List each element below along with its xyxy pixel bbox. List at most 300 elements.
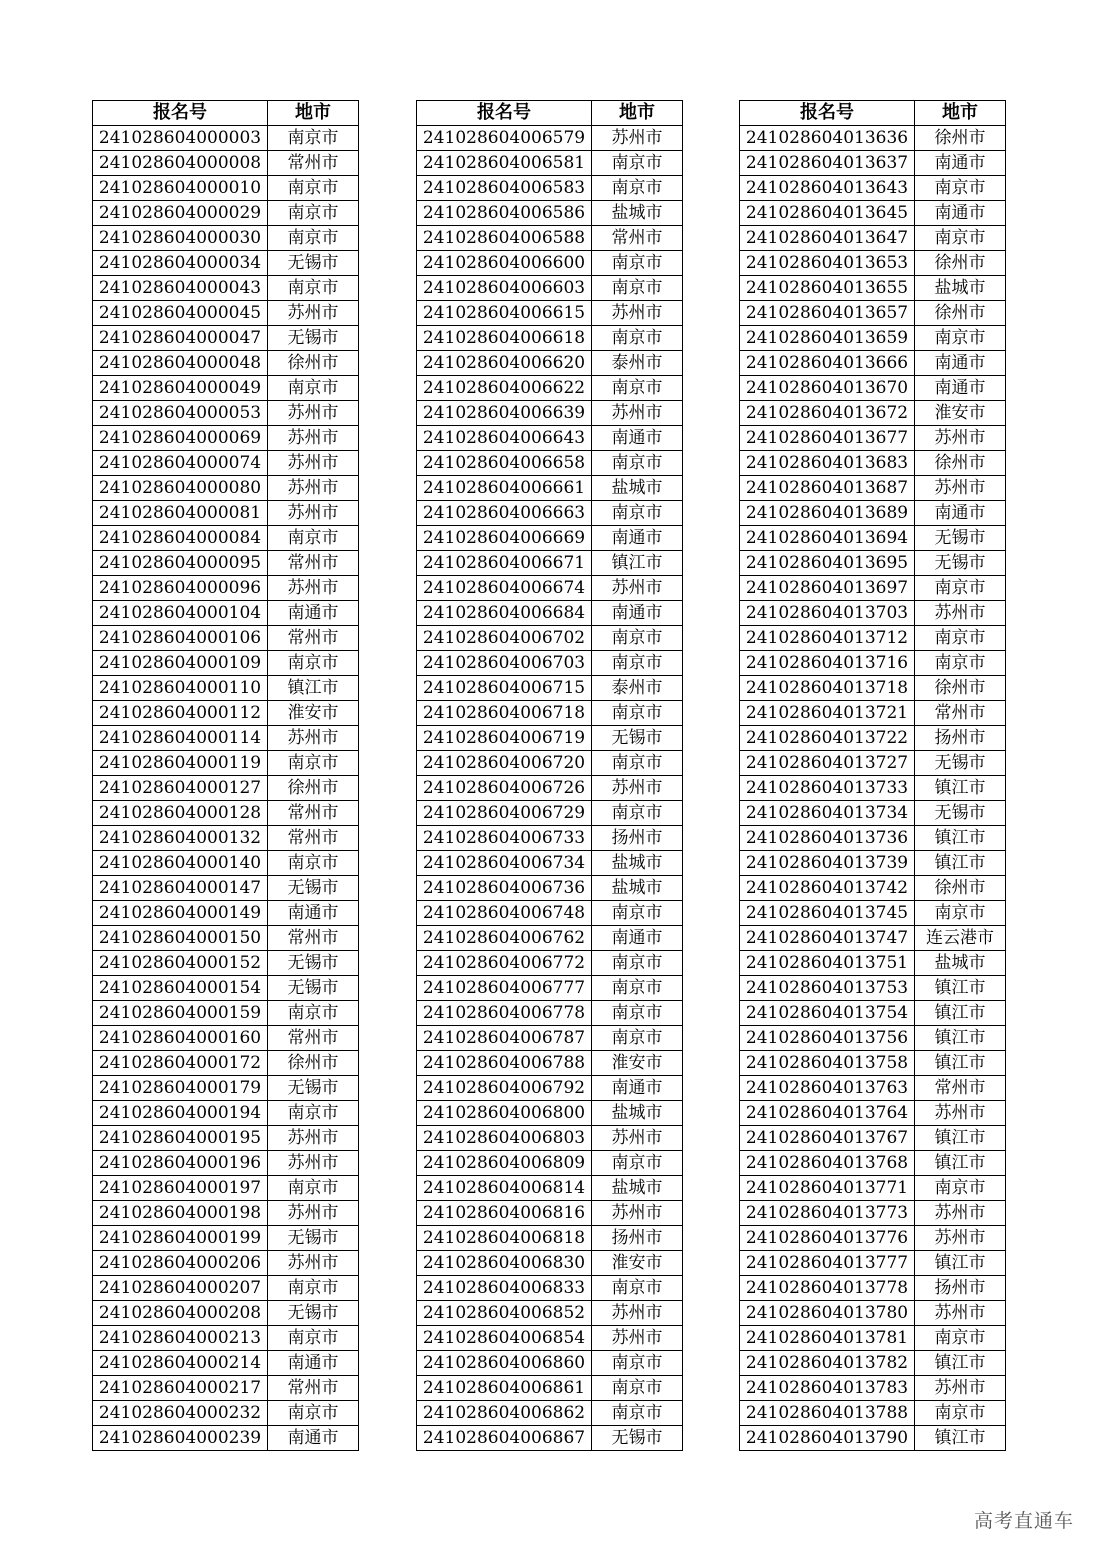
table-row xyxy=(740,1326,1006,1351)
city-cell: 苏州市 xyxy=(268,1151,359,1176)
table-row xyxy=(740,1051,1006,1076)
registration-number-cell: 241028604013689 xyxy=(740,501,915,526)
city-cell: 南京市 xyxy=(268,226,359,251)
city-cell: 徐州市 xyxy=(915,251,1006,276)
table-row xyxy=(417,876,683,901)
registration-number-cell: 241028604006581 xyxy=(417,151,592,176)
registration-number-cell: 241028604000140 xyxy=(93,851,268,876)
registration-number-cell: 241028604013733 xyxy=(740,776,915,801)
table-row xyxy=(417,151,683,176)
city-cell: 南通市 xyxy=(915,501,1006,526)
city-cell: 苏州市 xyxy=(915,476,1006,501)
city-cell: 南通市 xyxy=(592,926,683,951)
registration-number-cell: 241028604013666 xyxy=(740,351,915,376)
registration-number-cell: 241028604000112 xyxy=(93,701,268,726)
city-cell: 苏州市 xyxy=(592,301,683,326)
city-cell: 盐城市 xyxy=(592,1101,683,1126)
table-row xyxy=(417,1026,683,1051)
table-row xyxy=(417,1176,683,1201)
city-cell: 南京市 xyxy=(592,626,683,651)
table-row xyxy=(417,1226,683,1251)
table-row xyxy=(93,976,359,1001)
table-row xyxy=(740,1401,1006,1426)
registration-number-cell: 241028604006854 xyxy=(417,1326,592,1351)
table-row xyxy=(417,426,683,451)
city-cell: 苏州市 xyxy=(268,476,359,501)
city-cell: 镇江市 xyxy=(915,1001,1006,1026)
header-city: 地市 xyxy=(592,101,683,126)
table-row xyxy=(417,326,683,351)
city-cell: 苏州市 xyxy=(268,501,359,526)
city-cell: 无锡市 xyxy=(915,526,1006,551)
city-cell: 南京市 xyxy=(268,376,359,401)
registration-number-cell: 241028604000069 xyxy=(93,426,268,451)
city-cell: 无锡市 xyxy=(268,976,359,1001)
city-cell: 南京市 xyxy=(592,901,683,926)
registration-number-cell: 241028604013773 xyxy=(740,1201,915,1226)
city-cell: 南京市 xyxy=(592,1376,683,1401)
registration-number-cell: 241028604006684 xyxy=(417,601,592,626)
table-row xyxy=(417,1126,683,1151)
city-cell: 苏州市 xyxy=(268,1251,359,1276)
city-cell: 南京市 xyxy=(592,976,683,1001)
city-cell: 镇江市 xyxy=(915,1051,1006,1076)
city-cell: 无锡市 xyxy=(268,1301,359,1326)
registration-number-cell: 241028604000119 xyxy=(93,751,268,776)
city-cell: 南通市 xyxy=(592,526,683,551)
registration-number-cell: 241028604006860 xyxy=(417,1351,592,1376)
table-row xyxy=(417,176,683,201)
table-row xyxy=(417,776,683,801)
city-cell: 镇江市 xyxy=(915,1026,1006,1051)
table-row xyxy=(417,826,683,851)
city-cell: 南京市 xyxy=(915,626,1006,651)
table-row xyxy=(740,801,1006,826)
table-row xyxy=(93,926,359,951)
registration-number-cell: 241028604006772 xyxy=(417,951,592,976)
city-cell: 无锡市 xyxy=(268,951,359,976)
table-header-row xyxy=(740,101,1006,126)
table-row xyxy=(417,576,683,601)
registration-number-cell: 241028604013655 xyxy=(740,276,915,301)
table-row xyxy=(740,276,1006,301)
table-row xyxy=(740,151,1006,176)
registration-number-cell: 241028604000150 xyxy=(93,926,268,951)
table-row xyxy=(740,701,1006,726)
table-row xyxy=(417,926,683,951)
table-row xyxy=(93,826,359,851)
table-row xyxy=(93,226,359,251)
registration-number-cell: 241028604006736 xyxy=(417,876,592,901)
city-cell: 南京市 xyxy=(915,226,1006,251)
city-cell: 无锡市 xyxy=(592,726,683,751)
registration-number-cell: 241028604013645 xyxy=(740,201,915,226)
registration-number-cell: 241028604013751 xyxy=(740,951,915,976)
registration-number-cell: 241028604013767 xyxy=(740,1126,915,1151)
registration-number-cell: 241028604013758 xyxy=(740,1051,915,1076)
registration-number-cell: 241028604013703 xyxy=(740,601,915,626)
registration-number-cell: 241028604000239 xyxy=(93,1426,268,1451)
table-row xyxy=(740,251,1006,276)
registration-number-cell: 241028604000159 xyxy=(93,1001,268,1026)
city-cell: 镇江市 xyxy=(268,676,359,701)
city-cell: 南京市 xyxy=(268,176,359,201)
table-row xyxy=(93,276,359,301)
table-row xyxy=(417,351,683,376)
city-cell: 南通市 xyxy=(268,1351,359,1376)
registration-number-cell: 241028604006603 xyxy=(417,276,592,301)
registration-number-cell: 241028604000104 xyxy=(93,601,268,626)
city-cell: 南京市 xyxy=(592,1151,683,1176)
city-cell: 南京市 xyxy=(592,1026,683,1051)
table-row xyxy=(93,1076,359,1101)
registration-number-cell: 241028604000208 xyxy=(93,1301,268,1326)
table-header-row xyxy=(417,101,683,126)
table-row xyxy=(417,501,683,526)
table-row xyxy=(93,876,359,901)
registration-number-cell: 241028604000154 xyxy=(93,976,268,1001)
table-row xyxy=(740,901,1006,926)
registration-number-cell: 241028604006852 xyxy=(417,1301,592,1326)
registration-number-cell: 241028604000213 xyxy=(93,1326,268,1351)
registration-number-cell: 241028604000199 xyxy=(93,1226,268,1251)
table-row xyxy=(417,651,683,676)
registration-number-cell: 241028604013753 xyxy=(740,976,915,1001)
registration-number-cell: 241028604000198 xyxy=(93,1201,268,1226)
table-row xyxy=(93,526,359,551)
registration-number-cell: 241028604000128 xyxy=(93,801,268,826)
header-registration-number: 报名号 xyxy=(740,101,915,126)
table-row xyxy=(417,701,683,726)
city-cell: 南京市 xyxy=(592,451,683,476)
registration-number-cell: 241028604006643 xyxy=(417,426,592,451)
city-cell: 南通市 xyxy=(915,201,1006,226)
city-cell: 盐城市 xyxy=(592,876,683,901)
table-row xyxy=(93,451,359,476)
registration-number-cell: 241028604000195 xyxy=(93,1126,268,1151)
table-row xyxy=(740,301,1006,326)
city-cell: 苏州市 xyxy=(268,451,359,476)
city-cell: 南京市 xyxy=(915,651,1006,676)
city-cell: 南京市 xyxy=(268,1001,359,1026)
registration-number-cell: 241028604000096 xyxy=(93,576,268,601)
table-row xyxy=(417,1201,683,1226)
registration-number-cell: 241028604006803 xyxy=(417,1126,592,1151)
registration-number-cell: 241028604006809 xyxy=(417,1151,592,1176)
registration-number-cell: 241028604000010 xyxy=(93,176,268,201)
registration-number-cell: 241028604000048 xyxy=(93,351,268,376)
registration-number-cell: 241028604013697 xyxy=(740,576,915,601)
table-row xyxy=(740,451,1006,476)
city-cell: 南京市 xyxy=(268,1176,359,1201)
city-cell: 无锡市 xyxy=(268,251,359,276)
registration-number-cell: 241028604013790 xyxy=(740,1426,915,1451)
registration-number-cell: 241028604013745 xyxy=(740,901,915,926)
table-row xyxy=(740,551,1006,576)
city-cell: 徐州市 xyxy=(268,351,359,376)
city-cell: 南通市 xyxy=(915,376,1006,401)
registration-number-cell: 241028604006726 xyxy=(417,776,592,801)
table-row xyxy=(93,1151,359,1176)
registration-number-cell: 241028604006661 xyxy=(417,476,592,501)
table-row xyxy=(740,1176,1006,1201)
registration-number-cell: 241028604006816 xyxy=(417,1201,592,1226)
city-cell: 苏州市 xyxy=(592,126,683,151)
table-row xyxy=(740,1276,1006,1301)
registration-number-cell: 241028604013768 xyxy=(740,1151,915,1176)
table-row xyxy=(93,126,359,151)
table-row xyxy=(93,776,359,801)
city-cell: 南京市 xyxy=(915,176,1006,201)
city-cell: 南京市 xyxy=(915,1326,1006,1351)
table-row xyxy=(740,751,1006,776)
city-cell: 苏州市 xyxy=(592,776,683,801)
registration-number-cell: 241028604013687 xyxy=(740,476,915,501)
city-cell: 南京市 xyxy=(592,751,683,776)
city-cell: 苏州市 xyxy=(915,1101,1006,1126)
table-row xyxy=(740,876,1006,901)
city-cell: 扬州市 xyxy=(915,1276,1006,1301)
table-row xyxy=(417,1351,683,1376)
registration-number-cell: 241028604000132 xyxy=(93,826,268,851)
table-row xyxy=(93,651,359,676)
registration-number-cell: 241028604006579 xyxy=(417,126,592,151)
city-cell: 南京市 xyxy=(268,526,359,551)
header-registration-number: 报名号 xyxy=(417,101,592,126)
city-cell: 盐城市 xyxy=(592,851,683,876)
table-row xyxy=(93,1051,359,1076)
city-cell: 镇江市 xyxy=(915,1126,1006,1151)
city-cell: 南京市 xyxy=(592,951,683,976)
registration-number-cell: 241028604013659 xyxy=(740,326,915,351)
registration-number-cell: 241028604000217 xyxy=(93,1376,268,1401)
city-cell: 南京市 xyxy=(268,751,359,776)
registration-number-cell: 241028604000034 xyxy=(93,251,268,276)
table-row xyxy=(93,1276,359,1301)
registration-number-cell: 241028604006720 xyxy=(417,751,592,776)
city-cell: 镇江市 xyxy=(915,1351,1006,1376)
registration-number-cell: 241028604000047 xyxy=(93,326,268,351)
table-row xyxy=(740,1126,1006,1151)
city-cell: 常州市 xyxy=(268,826,359,851)
registration-table-3 xyxy=(739,100,1006,1451)
city-cell: 盐城市 xyxy=(915,276,1006,301)
registration-number-cell: 241028604013716 xyxy=(740,651,915,676)
registration-number-cell: 241028604006833 xyxy=(417,1276,592,1301)
city-cell: 南京市 xyxy=(268,1401,359,1426)
registration-table-1 xyxy=(92,100,359,1451)
registration-number-cell: 241028604000152 xyxy=(93,951,268,976)
city-cell: 镇江市 xyxy=(915,1151,1006,1176)
registration-number-cell: 241028604006615 xyxy=(417,301,592,326)
registration-number-cell: 241028604000045 xyxy=(93,301,268,326)
registration-number-cell: 241028604013778 xyxy=(740,1276,915,1301)
table-row xyxy=(740,1251,1006,1276)
header-city: 地市 xyxy=(915,101,1006,126)
city-cell: 南京市 xyxy=(592,276,683,301)
table-row xyxy=(93,376,359,401)
registration-number-cell: 241028604000106 xyxy=(93,626,268,651)
city-cell: 南京市 xyxy=(592,701,683,726)
table-header-row xyxy=(93,101,359,126)
registration-number-cell: 241028604006777 xyxy=(417,976,592,1001)
city-cell: 镇江市 xyxy=(915,826,1006,851)
table-row xyxy=(417,1251,683,1276)
city-cell: 南京市 xyxy=(268,651,359,676)
table-row xyxy=(93,1326,359,1351)
table-row xyxy=(93,1426,359,1451)
footer-brand: 高考直通车 xyxy=(973,1510,1074,1532)
registration-number-cell: 241028604013776 xyxy=(740,1226,915,1251)
registration-number-cell: 241028604013712 xyxy=(740,626,915,651)
city-cell: 南京市 xyxy=(268,276,359,301)
registration-number-cell: 241028604013763 xyxy=(740,1076,915,1101)
table-row xyxy=(93,151,359,176)
city-cell: 南通市 xyxy=(268,1426,359,1451)
table-row xyxy=(93,1226,359,1251)
city-cell: 苏州市 xyxy=(915,1201,1006,1226)
city-cell: 南通市 xyxy=(268,901,359,926)
city-cell: 南通市 xyxy=(268,601,359,626)
table-row xyxy=(740,726,1006,751)
city-cell: 镇江市 xyxy=(592,551,683,576)
table-row xyxy=(740,826,1006,851)
registration-number-cell: 241028604000127 xyxy=(93,776,268,801)
table-row xyxy=(93,201,359,226)
registration-number-cell: 241028604013780 xyxy=(740,1301,915,1326)
city-cell: 常州市 xyxy=(268,551,359,576)
table-row xyxy=(417,951,683,976)
registration-number-cell: 241028604000172 xyxy=(93,1051,268,1076)
registration-number-cell: 241028604000110 xyxy=(93,676,268,701)
city-cell: 南京市 xyxy=(592,1276,683,1301)
registration-number-cell: 241028604006588 xyxy=(417,226,592,251)
registration-number-cell: 241028604006788 xyxy=(417,1051,592,1076)
table-row xyxy=(740,1101,1006,1126)
city-cell: 盐城市 xyxy=(592,1176,683,1201)
city-cell: 常州市 xyxy=(268,626,359,651)
registration-number-cell: 241028604006861 xyxy=(417,1376,592,1401)
registration-number-cell: 241028604013677 xyxy=(740,426,915,451)
table-row xyxy=(417,476,683,501)
city-cell: 南京市 xyxy=(592,376,683,401)
city-cell: 镇江市 xyxy=(915,851,1006,876)
city-cell: 南京市 xyxy=(268,201,359,226)
registration-number-cell: 241028604013657 xyxy=(740,301,915,326)
table-row xyxy=(93,301,359,326)
city-cell: 镇江市 xyxy=(915,976,1006,1001)
city-cell: 南京市 xyxy=(592,801,683,826)
registration-number-cell: 241028604013782 xyxy=(740,1351,915,1376)
registration-number-cell: 241028604013771 xyxy=(740,1176,915,1201)
table-row xyxy=(93,1251,359,1276)
table-row xyxy=(93,326,359,351)
city-cell: 南京市 xyxy=(592,326,683,351)
table-row xyxy=(417,551,683,576)
city-cell: 苏州市 xyxy=(268,426,359,451)
registration-number-cell: 241028604006733 xyxy=(417,826,592,851)
city-cell: 镇江市 xyxy=(915,776,1006,801)
table-row xyxy=(417,1051,683,1076)
city-cell: 徐州市 xyxy=(268,1051,359,1076)
city-cell: 苏州市 xyxy=(268,301,359,326)
registration-number-cell: 241028604000194 xyxy=(93,1101,268,1126)
city-cell: 苏州市 xyxy=(592,1301,683,1326)
table-row xyxy=(93,351,359,376)
registration-number-cell: 241028604006862 xyxy=(417,1401,592,1426)
city-cell: 南通市 xyxy=(592,601,683,626)
table-row xyxy=(417,1276,683,1301)
table-row xyxy=(93,176,359,201)
registration-number-cell: 241028604006718 xyxy=(417,701,592,726)
city-cell: 南京市 xyxy=(268,1101,359,1126)
city-cell: 常州市 xyxy=(268,1026,359,1051)
table-row xyxy=(93,801,359,826)
table-row xyxy=(740,1201,1006,1226)
city-cell: 徐州市 xyxy=(915,676,1006,701)
registration-number-cell: 241028604000160 xyxy=(93,1026,268,1051)
registration-number-cell: 241028604013788 xyxy=(740,1401,915,1426)
table-row xyxy=(740,176,1006,201)
city-cell: 泰州市 xyxy=(592,351,683,376)
registration-number-cell: 241028604006729 xyxy=(417,801,592,826)
registration-number-cell: 241028604006671 xyxy=(417,551,592,576)
city-cell: 无锡市 xyxy=(268,876,359,901)
city-cell: 苏州市 xyxy=(268,401,359,426)
registration-number-cell: 241028604000008 xyxy=(93,151,268,176)
city-cell: 连云港市 xyxy=(915,926,1006,951)
table-row xyxy=(417,251,683,276)
registration-number-cell: 241028604006583 xyxy=(417,176,592,201)
table-row xyxy=(417,1426,683,1451)
header-city: 地市 xyxy=(268,101,359,126)
registration-number-cell: 241028604006792 xyxy=(417,1076,592,1101)
registration-number-cell: 241028604000214 xyxy=(93,1351,268,1376)
table-row xyxy=(93,726,359,751)
registration-number-cell: 241028604000043 xyxy=(93,276,268,301)
table-row xyxy=(417,976,683,1001)
city-cell: 苏州市 xyxy=(592,1326,683,1351)
registration-number-cell: 241028604000049 xyxy=(93,376,268,401)
table-row xyxy=(740,126,1006,151)
registration-number-cell: 241028604000080 xyxy=(93,476,268,501)
city-cell: 苏州市 xyxy=(915,601,1006,626)
registration-number-cell: 241028604006702 xyxy=(417,626,592,651)
registration-number-cell: 241028604000147 xyxy=(93,876,268,901)
table-row xyxy=(740,851,1006,876)
table-row xyxy=(417,526,683,551)
table-row xyxy=(740,1076,1006,1101)
city-cell: 常州市 xyxy=(915,1076,1006,1101)
table-row xyxy=(740,676,1006,701)
table-row xyxy=(93,1376,359,1401)
table-row xyxy=(740,326,1006,351)
city-cell: 无锡市 xyxy=(915,751,1006,776)
city-cell: 南京市 xyxy=(592,1401,683,1426)
table-row xyxy=(740,951,1006,976)
table-row xyxy=(740,426,1006,451)
registration-number-cell: 241028604000030 xyxy=(93,226,268,251)
table-row xyxy=(740,526,1006,551)
registration-number-cell: 241028604006762 xyxy=(417,926,592,951)
registration-number-cell: 241028604013756 xyxy=(740,1026,915,1051)
registration-number-cell: 241028604013736 xyxy=(740,826,915,851)
registration-number-cell: 241028604000003 xyxy=(93,126,268,151)
registration-number-cell: 241028604006778 xyxy=(417,1001,592,1026)
city-cell: 南京市 xyxy=(592,176,683,201)
registration-number-cell: 241028604006620 xyxy=(417,351,592,376)
city-cell: 南京市 xyxy=(915,901,1006,926)
